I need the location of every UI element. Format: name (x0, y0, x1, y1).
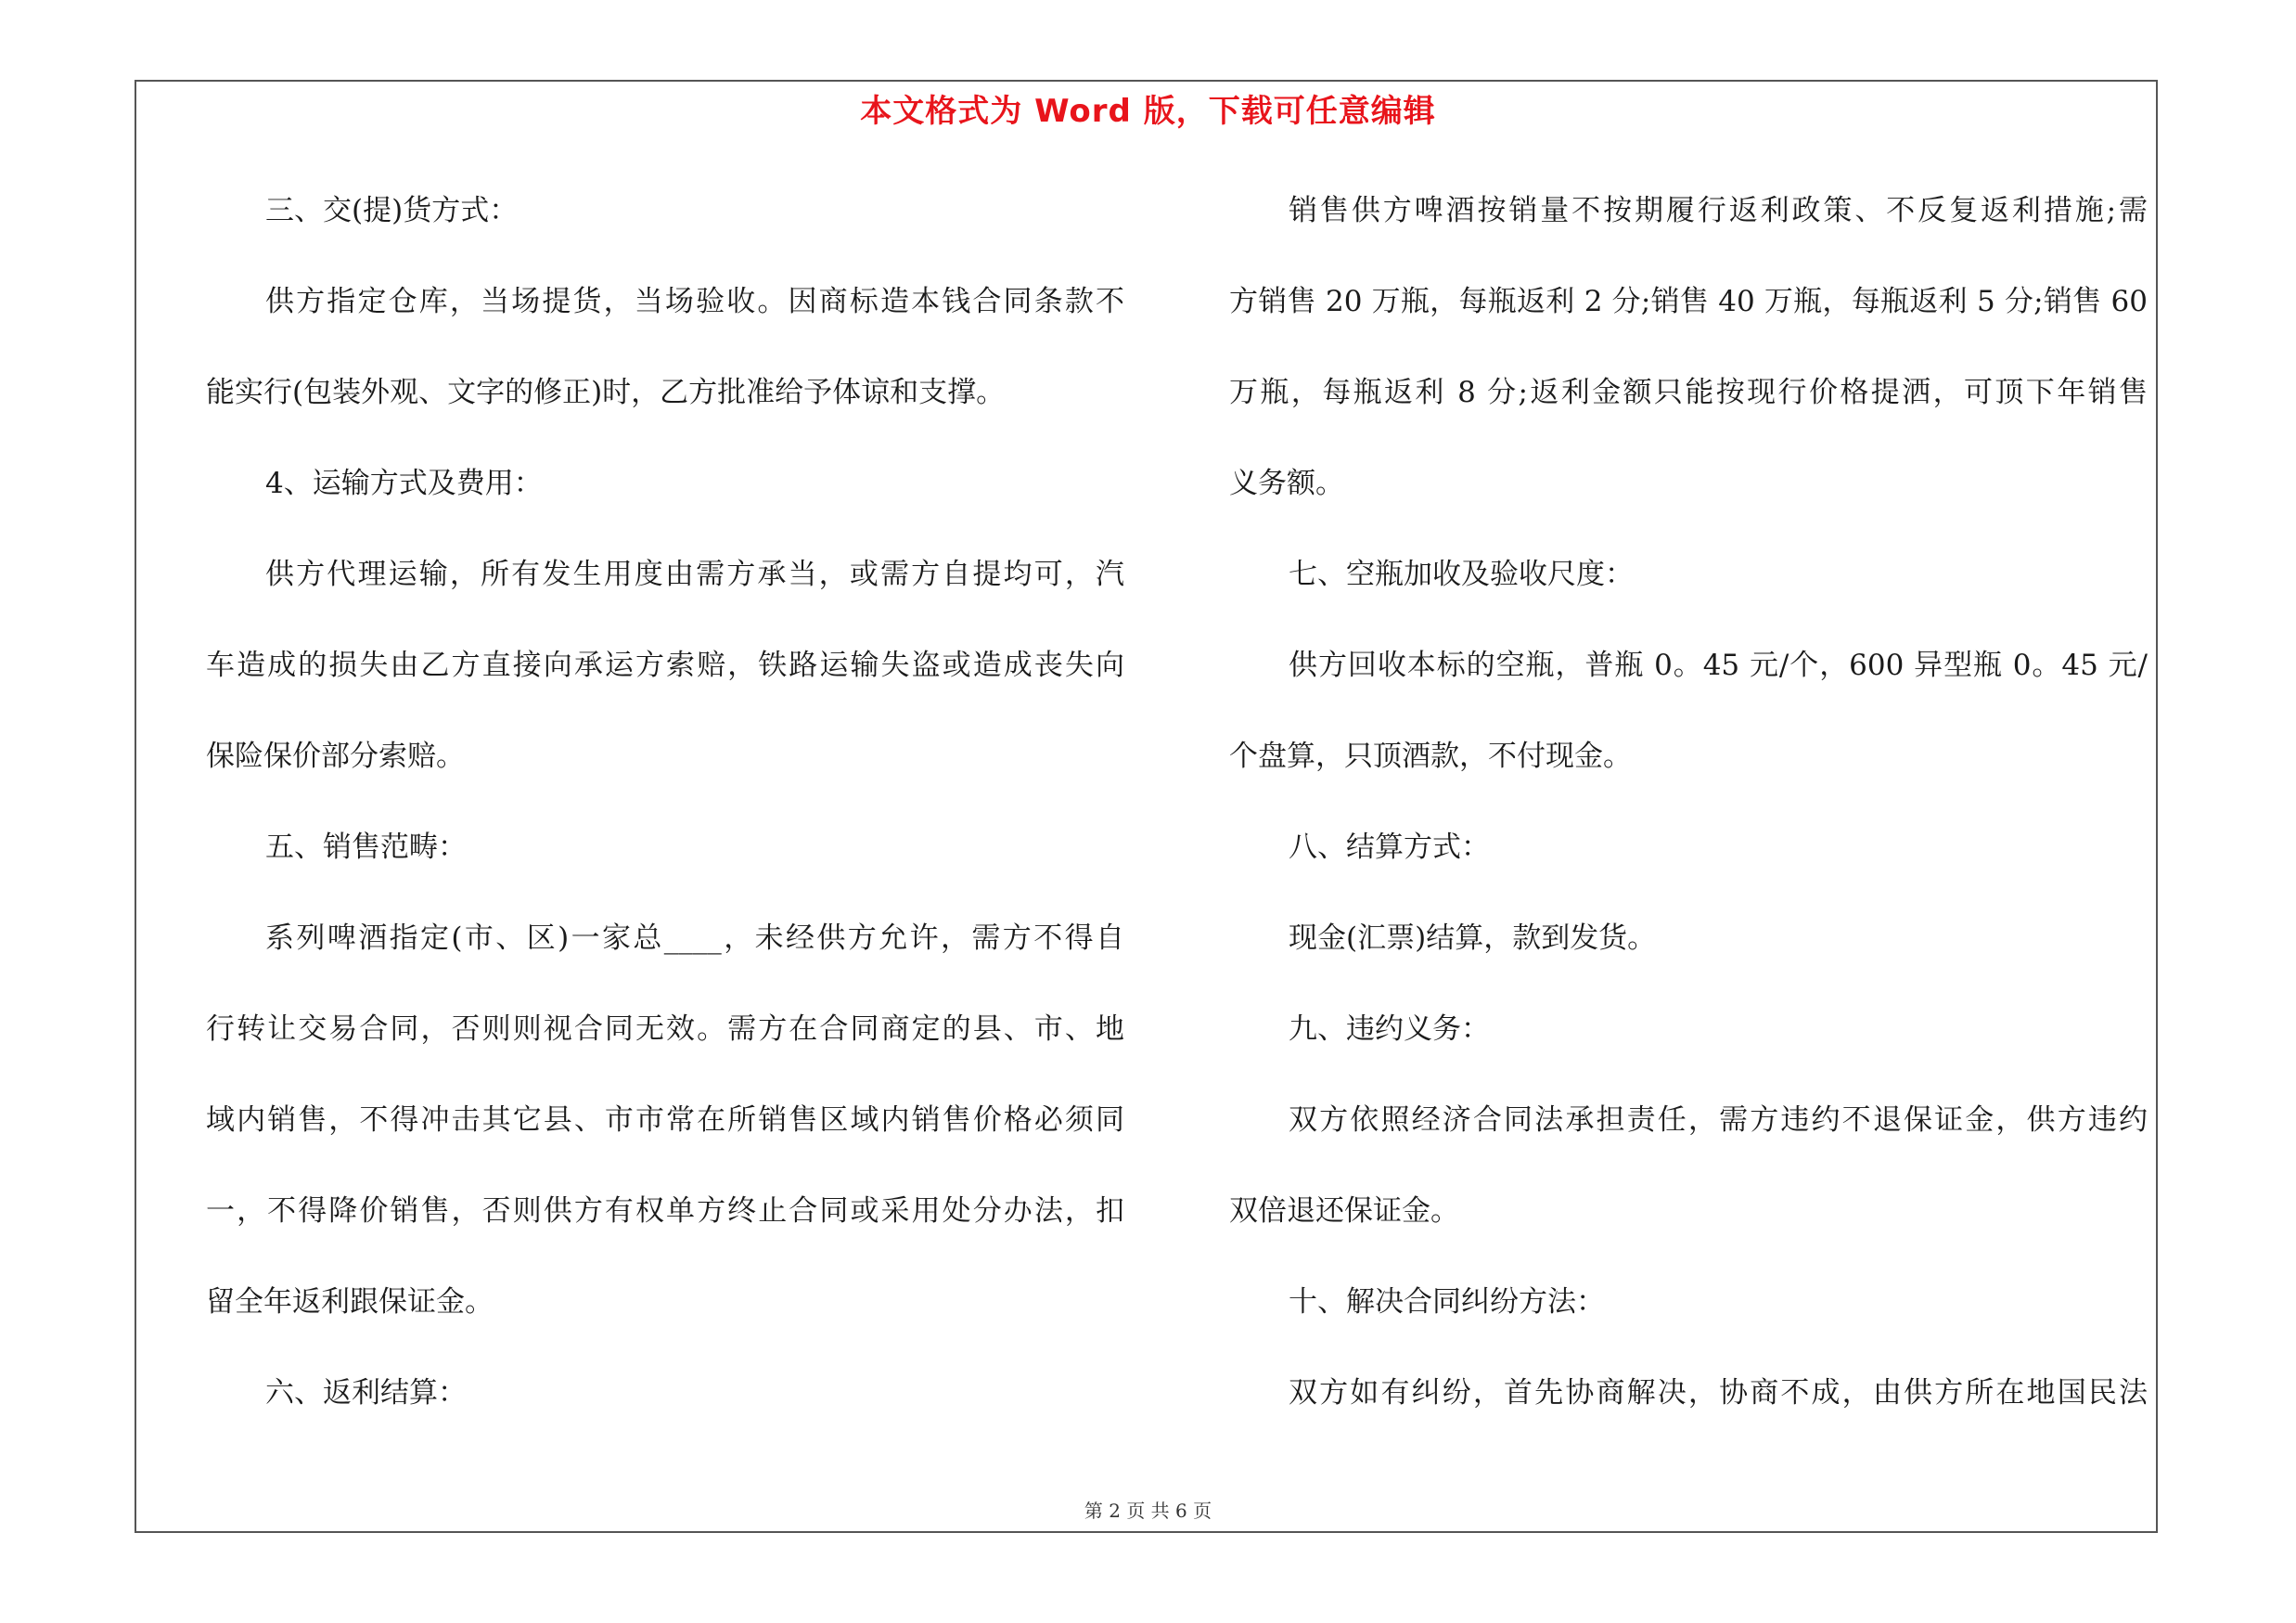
edit-notice-banner: 本文格式为 Word 版，下载可任意编辑 (860, 93, 1436, 130)
right-line-14: 双方如有纠纷，首先协商解决，协商不成，由供方所在地国民法 (1289, 1376, 2148, 1410)
left-line-1: 三、交(提)货方式： (265, 194, 519, 227)
right-line-7: 个盘算，只顶酒款，不付现金。 (1229, 740, 1632, 773)
left-line-8: 五、销售范畴： (265, 831, 467, 864)
right-text-column (1229, 186, 2148, 1459)
left-line-13: 留全年返利跟保证金。 (206, 1285, 494, 1319)
left-line-9: 系列啤酒指定(市、区)一家总____，未经供方允许，需方不得自 (265, 921, 1124, 955)
right-line-2: 方销售 20 万瓶，每瓶返利 2 分;销售 40 万瓶，每瓶返利 5 分;销售 60 (1229, 285, 2148, 318)
left-line-10: 行转让交易合同，否则则视合同无效。需方在合同商定的县、市、地 (206, 1012, 1124, 1046)
right-line-13: 十、解决合同纠纷方法： (1289, 1285, 1605, 1319)
right-line-3: 万瓶，每瓶返利 8 分;返利金额只能按现行价格提洒，可顶下年销售 (1229, 376, 2148, 409)
left-line-6: 车造成的损失由乙方直接向承运方索赔，铁路运输失盗或造成丧失向 (206, 649, 1124, 682)
left-line-3: 能实行(包装外观、文字的修正)时，乙方批准给予体谅和支撑。 (206, 376, 1006, 409)
right-line-11: 双方依照经济合同法承担责任，需方违约不退保证金，供方违约 (1289, 1103, 2148, 1137)
right-line-1: 销售供方啤酒按销量不按期履行返利政策、不反复返利措施;需 (1289, 194, 2148, 227)
left-line-7: 保险保价部分索赔。 (206, 740, 465, 773)
left-text-column (206, 186, 1124, 1459)
right-line-5: 七、空瓶加收及验收尺度： (1289, 558, 1634, 591)
left-line-4: 4、运输方式及费用： (265, 467, 543, 500)
right-line-10: 九、违约义务： (1289, 1012, 1490, 1046)
right-line-4: 义务额。 (1229, 467, 1344, 500)
left-line-12: 一，不得降价销售，否则供方有权单方终止合同或采用处分办法，扣 (206, 1194, 1124, 1228)
right-line-6: 供方回收本标的空瓶，普瓶 0。45 元/个，600 异型瓶 0。45 元/ (1289, 649, 2148, 682)
page-number-footer: 第 2 页 共 6 页 (1084, 1500, 1212, 1522)
right-line-9: 现金(汇票)结算，款到发货。 (1289, 921, 1657, 955)
left-line-11: 域内销售，不得冲击其它县、市市常在所销售区域内销售价格必须同 (206, 1103, 1124, 1137)
right-line-12: 双倍退还保证金。 (1229, 1194, 1459, 1228)
left-line-14: 六、返利结算： (265, 1376, 467, 1410)
left-line-5: 供方代理运输，所有发生用度由需方承当，或需方自提均可，汽 (265, 558, 1124, 591)
left-line-2: 供方指定仓库，当场提货，当场验收。因商标造本钱合同条款不 (265, 285, 1124, 318)
right-line-8: 八、结算方式： (1289, 831, 1490, 864)
